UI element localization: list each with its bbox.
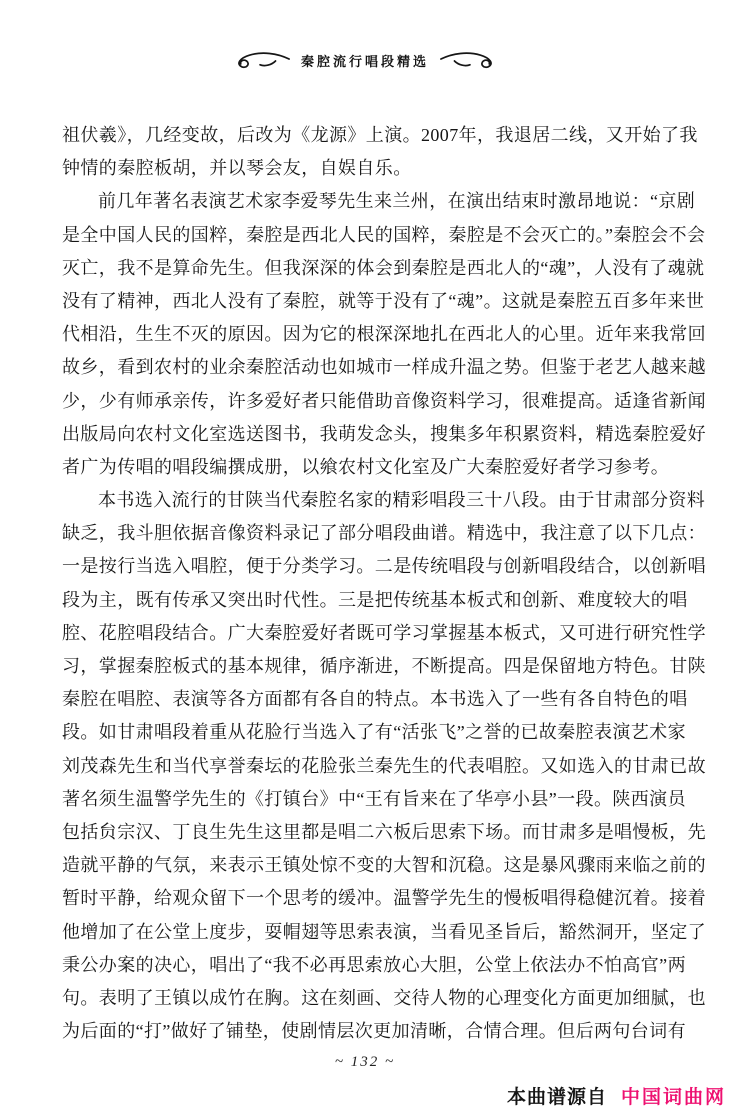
text-line: 者广为传唱的唱段编撰成册，以飨农村文化室及广大秦腔爱好者学习参考。 (62, 456, 670, 477)
text-line: 为后面的“打”做好了铺垫，使剧情层次更加清晰，合情合理。但后两句台词有 (62, 1021, 686, 1042)
text-line: 代相沿，生生不灭的原因。因为它的根深深地扎在西北人的心里。近年来我常回 (62, 324, 706, 345)
text-line: 是全中国人民的国粹，秦腔是西北人民的国粹，秦腔是不会灭亡的。”秦腔会不会 (62, 224, 706, 245)
text-line: 缺乏，我斗胆依据音像资料录记了部分唱段曲谱。精选中，我注意了以下几点： (62, 523, 706, 544)
text-line: 暂时平静，给观众留下一个思考的缓冲。温警学先生的慢板唱得稳健沉着。接着 (62, 888, 706, 909)
text-line: 没有了精神，西北人没有了秦腔，就等于没有了“魂”。这就是秦腔五百多年来世 (62, 290, 705, 311)
text-line: 包括贠宗汉、丁良生先生这里都是唱二六板后思索下场。而甘肃多是唱慢板，先 (62, 821, 706, 842)
text-line: 段为主，既有传承又突出时代性。三是把传统基本板式和创新、难度较大的唱 (62, 589, 688, 610)
page-number: ~ 132 ~ (334, 1054, 396, 1070)
text-line: 祖伏羲》，几经变故，后改为《龙源》上演。2007年，我退居二线，又开始了我 (62, 125, 698, 145)
text-line: 句。表明了王镇以成竹在胸。这在刻画、交待人物的心理变化方面更加细腻，也 (62, 987, 706, 1008)
text-line: 本书选入流行的甘陕当代秦腔名家的精彩唱段三十八段。由于甘肃部分资料 (98, 490, 706, 511)
text-line: 少，少有师承亲传，许多爱好者只能借助音像资料学习，很难提高。适逢省新闻 (62, 390, 706, 411)
page-header (0, 50, 730, 70)
flourish-right-icon (439, 50, 497, 70)
text-line: 段。如甘肃唱段着重从花脸行当选入了有“活张飞”之誉的已故秦腔表演艺术家 (62, 722, 686, 743)
text-line: 刘茂森先生和当代享誉秦坛的花脸张兰秦先生的代表唱腔。又如选入的甘肃已故 (62, 755, 706, 776)
text-line: 腔、花腔唱段结合。广大秦腔爱好者既可学习掌握基本板式，又可进行研究性学 (62, 622, 706, 643)
text-line: 前几年著名表演艺术家李爱琴先生来兰州，在演出结束时激昂地说：“京剧 (98, 191, 696, 212)
text-line: 故乡，看到农村的业余秦腔活动也如城市一样成升温之势。但鉴于老艺人越来越 (62, 357, 706, 378)
watermark (507, 1082, 726, 1109)
text-line: 秉公办案的决心，唱出了“我不必再思索放心大胆，公堂上依法办不怕高官”两 (62, 954, 686, 975)
body-text (62, 119, 706, 1048)
text-line: 习，掌握秦腔板式的基本规律，循序渐进，不断提高。四是保留地方特色。甘陕 (62, 656, 706, 676)
watermark-site-link[interactable]: 中国词曲网 (620, 1087, 726, 1108)
text-line: 钟情的秦腔板胡，并以琴会友，自娱自乐。 (62, 158, 412, 179)
text-line: 灭亡，我不是算命先生。但我深深的体会到秦腔是西北人的“魂”，人没有了魂就 (62, 257, 705, 278)
text-line: 秦腔在唱腔、表演等各方面都有各自的特点。本书选入了一些有各自特色的唱 (62, 689, 688, 710)
text-line: 他增加了在公堂上度步，耍帽翅等思索表演，当看见圣旨后，豁然洞开，坚定了 (62, 921, 706, 942)
text-line: 一是按行当选入唱腔，便于分类学习。二是传统唱段与创新唱段结合，以创新唱 (62, 556, 706, 577)
page-title: 秦腔流行唱段精选 (300, 53, 429, 69)
text-line: 著名须生温警学先生的《打镇台》中“王有旨来在了华亭小县”一段。陕西演员 (62, 788, 686, 809)
watermark-source-label: 本曲谱源自 (506, 1087, 607, 1108)
text-line: 出版局向农村文化室选送图书，我萌发念头，搜集多年积累资料，精选秦腔爱好 (62, 423, 706, 444)
flourish-left-icon (233, 50, 291, 70)
text-line: 造就平静的气氛，来表示王镇处惊不变的大智和沉稳。这是暴风骤雨来临之前的 (62, 855, 706, 876)
